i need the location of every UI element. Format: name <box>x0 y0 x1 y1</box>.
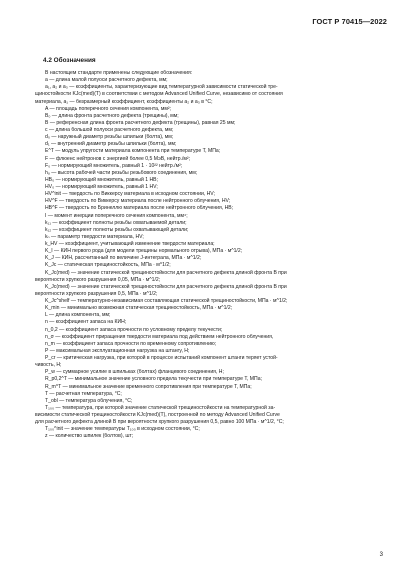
text-line: B₀ — длина фронта расчетного дефекта (трещины), мм; <box>45 112 179 119</box>
text-line: F₀ — нормирующий множитель, равный 1 · 10²² нейтр./м²; <box>45 162 183 169</box>
text-line: n_0,2 — коэффициент запаса прочности по условному пределу текучести; <box>45 326 223 333</box>
text-line: R_m^T — минимальное значение временного сопротивления при температуре T, МПа; <box>45 383 252 390</box>
text-line: висимости статической трещиностойкости KJc(med)(T), построенной по методу Advanced Unified Curve <box>35 412 280 418</box>
text-line: F — флюенс нейтронов с энергией более 0,5 МэВ, нейтр./м²; <box>45 155 191 162</box>
text-line: K_Jc — статическая трещиностойкость, МПа · м^1/2; <box>45 262 171 269</box>
text-line: A — площадь поперечного сечения компонента, мм²; <box>45 105 171 112</box>
text-line: I — момент инерции поперечного сечения компонента, мм⁴; <box>45 212 188 219</box>
text-line: R_p0,2^T — минимальное значение условного предела текучести при температуре T, МПа; <box>45 376 262 383</box>
text-line: K_Jc^shelf — температурно-независимая составляющая статической трещиностойкости, МПа · м^1/2; <box>45 298 288 304</box>
text-line: kₙ — параметр твердости материала, HV; <box>45 233 144 240</box>
text-line: материала, a₁ — безразмерный коэффициент, коэффициенты a₂ и a₃ в °С; <box>35 98 213 105</box>
text-line: k_HV — коэффициент, учитывающий изменение твердости материала; <box>45 241 215 247</box>
text-line: T — расчетная температура, °С; <box>45 390 122 397</box>
standard-designation: ГОСТ Р 70415—2022 <box>312 17 387 26</box>
text-line: c — длина большой полуоси расчетного дефекта, мм; <box>45 127 174 133</box>
text-line: вероятности хрупкого разрушения 0,05, МПа · м^1/2; <box>35 276 161 283</box>
text-line: K_min — минимально возможная статическая трещиностойкость, МПа · м^1/2; <box>45 305 233 312</box>
text-line: d₁ — внутренний диаметр резьбы шпильки (болта), мм; <box>45 141 177 148</box>
text-line: hᵤ — высота рабочей части резьбы резьбового соединения, мм; <box>45 169 198 176</box>
text-line: P_cr — критическая нагрузка, при которой в процессе испытаний компонент штанги теряет устой- <box>45 355 278 361</box>
text-line: K_I — КИН первого рода (для модели трещины нормального отрыва), МПа · м^1/2; <box>45 248 243 255</box>
text-line: n — коэффициент запаса на КИН; <box>45 319 127 326</box>
text-line: a — длина малой полуоси расчетного дефекта, мм; <box>45 77 168 84</box>
text-line: HB₀ — нормирующий множитель, равный 1 HB; <box>45 176 158 183</box>
text-line: T_obl — температура облучения, °С; <box>45 397 133 404</box>
text-line: T₁₀₀ — температура, при которой значение статической трещиностойкости на температурной за- <box>45 404 276 411</box>
text-line: T₁₀₀^init — значение температуры T₁₀₀ в исходном состоянии, °С; <box>45 426 200 433</box>
section-title: 4.2 Обозначения <box>43 57 96 64</box>
text-line: P_w — суммарное усилие в шпильках (болтах) фланцевого соединения, Н; <box>45 369 224 376</box>
text-line: чивость, Н; <box>35 362 62 369</box>
page-number: 3 <box>379 552 383 558</box>
text-line: z — количество шпилек (болтов), шт; <box>45 433 134 440</box>
text-line: P — максимальная эксплуатационная нагрузка на штангу, Н; <box>45 347 190 354</box>
text-line: n_m — коэффициент запаса прочности по временному сопротивлению; <box>45 340 217 347</box>
text-line: В настоящем стандарте применены следующие обозначения: <box>45 70 193 76</box>
text-line: K_Jc(med) — значение статической трещиностойкости для расчетного дефекта длиной фронта B при <box>45 269 287 276</box>
text-line: B — референсная длина фронта расчетного дефекта (трещины), равная 25 мм; <box>45 119 236 126</box>
text-line: щиностойкости KJc(med)(T) в соответствии с методом Advanced Unified Curve, независимо от состояния <box>35 91 283 98</box>
text-line: для расчетного дефекта длиной B при вероятности хрупкого разрушения 0,5, равно 100 МПа · м^1/2, °С; <box>35 419 284 426</box>
text-line: E^T — модуль упругости материала компонента при температуре T, МПа; <box>45 148 221 155</box>
text-line: L — длина компонента, мм; <box>45 312 111 319</box>
text-line: HB^F — твердость по Бринеллю материала после нейтронного облучения, HB; <box>45 205 234 212</box>
text-line: a₁, a₂ и a₃ — коэффициенты, характеризующие вид температурной зависимости статической тре- <box>45 84 278 91</box>
text-line: HV^F — твердость по Виккерсу материала после нейтронного облучения, HV; <box>45 198 231 205</box>
text-line: k₁₁ — коэффициент полноты резьбы охватываемой детали; <box>45 219 187 226</box>
text-line: вероятности хрупкого разрушения 0,5, МПа · м^1/2; <box>35 290 158 297</box>
text-line: k₁₂ — коэффициент полноты резьбы охватывающей детали; <box>45 226 189 233</box>
text-line: n_σ — коэффициент приращения твердости материала под действием нейтронного облучения, <box>45 333 274 340</box>
text-line: HV₀ — нормирующий множитель, равный 1 HV; <box>45 184 158 190</box>
text-line: K_Jc(med) — значение статической трещиностойкости для расчетного дефекта длиной фронта B при <box>45 283 287 290</box>
text-line: HV^init — твердость по Виккерсу материала в исходном состоянии, HV; <box>45 191 215 198</box>
text-line: d₀ — наружный диаметр резьбы шпильки (болта), мм; <box>45 134 174 141</box>
text-line: K_J — КИН, рассчитанный по величине J-интеграла, МПа · м^1/2; <box>45 255 202 262</box>
symbols-list <box>35 70 390 441</box>
